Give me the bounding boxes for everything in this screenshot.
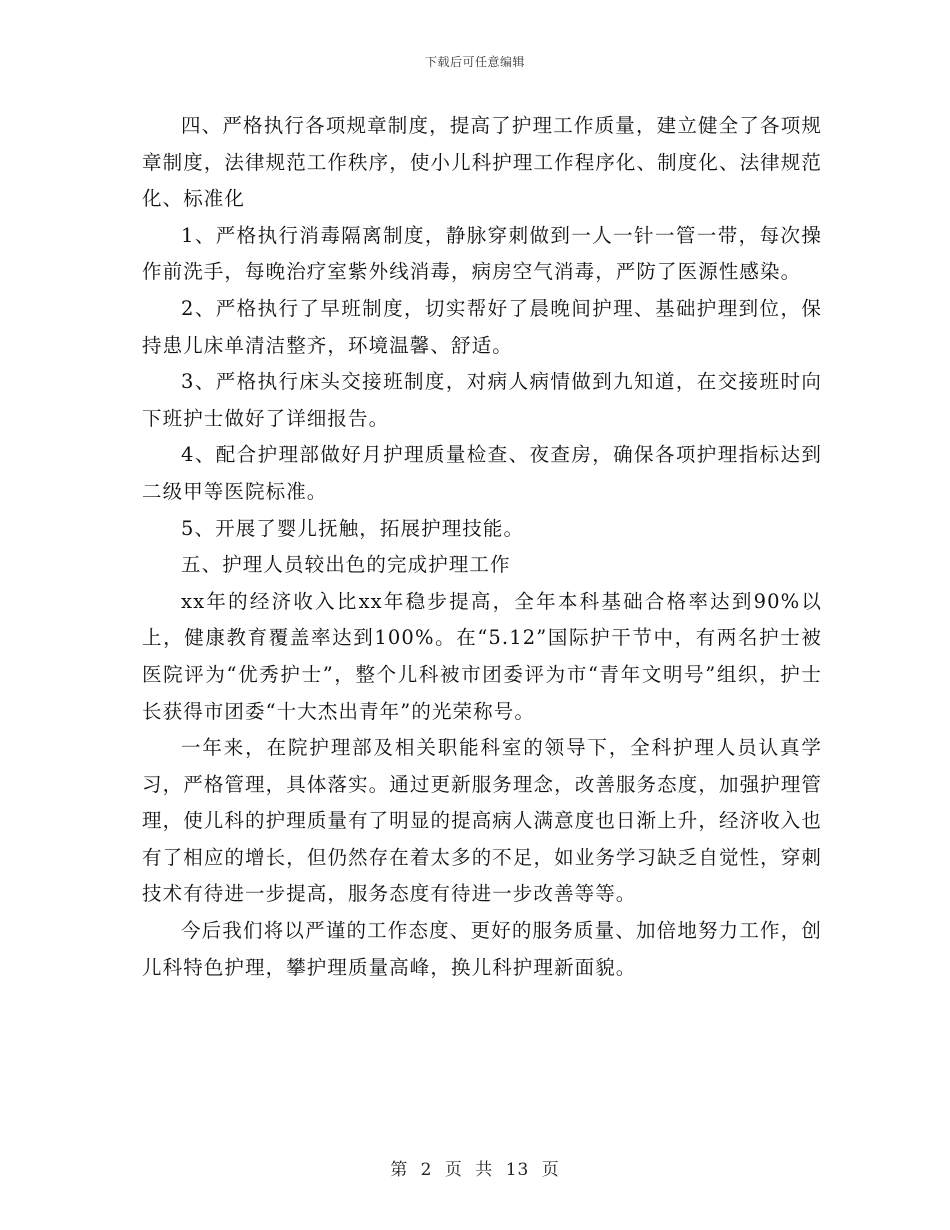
body-paragraph-summary: 一年来，在院护理部及相关职能科室的领导下，全科护理人员认真学习，严格管理，具体落实。通过更新服务理念，改善服务态度，加强护理管理，使儿科的护理质量有了明显的提高病人满意度也日渐上升，经济收入也有了相应的增长，但仍然存在着太多的不足，如业务学习缺乏自觉性，穿刺技术有待进一步提高，服务态度有待进一步改善等等。 [142,736,822,906]
list-item-3: 3、严格执行床头交接班制度，对病人病情做到九知道，在交接班时向下班护士做好了详细报告。 [142,370,822,430]
list-item-1: 1、严格执行消毒隔离制度，静脉穿刺做到一人一针一管一带，每次操作前洗手，每晚治疗室紫外线消毒，病房空气消毒，严防了医源性感染。 [142,223,822,284]
body-paragraph-achievements: xx年的经济收入比xx年稳步提高，全年本科基础合格率达到90%以上，健康教育覆盖率达到100%。在“5.12”国际护干节中，有两名护士被医院评为“优秀护士”，整个儿科被市团委评为市“青年文明号”组织，护士长获得市团委“十大杰出青年”的光荣称号。 [142,589,822,723]
body-paragraph-outlook: 今后我们将以严谨的工作态度、更好的服务质量、加倍地努力工作，创儿科特色护理，攀护理质量高峰，换儿科护理新面貌。 [142,919,822,979]
section-heading-5: 五、护理人员较出色的完成护理工作 [181,553,511,577]
list-item-2: 2、严格执行了早班制度，切实帮好了晨晚间护理、基础护理到位，保持患儿床单清洁整齐，环境温馨、舒适。 [142,296,822,357]
list-item-4: 4、配合护理部做好月护理质量检查、夜查房，确保各项护理指标达到二级甲等医院标准。 [142,443,822,503]
page-header: 下载后可任意编辑 [424,55,525,69]
list-item-5: 5、开展了婴儿抚触，拓展护理技能。 [181,516,525,540]
page-number-footer: 第 2 页 共 13 页 [390,1160,560,1180]
document-body [142,108,822,986]
section-heading-4: 四、严格执行各项规章制度，提高了护理工作质量，建立健全了各项规章制度，法律规范工作秩序，使小儿科护理工作程序化、制度化、法律规范化、标准化 [142,114,822,211]
